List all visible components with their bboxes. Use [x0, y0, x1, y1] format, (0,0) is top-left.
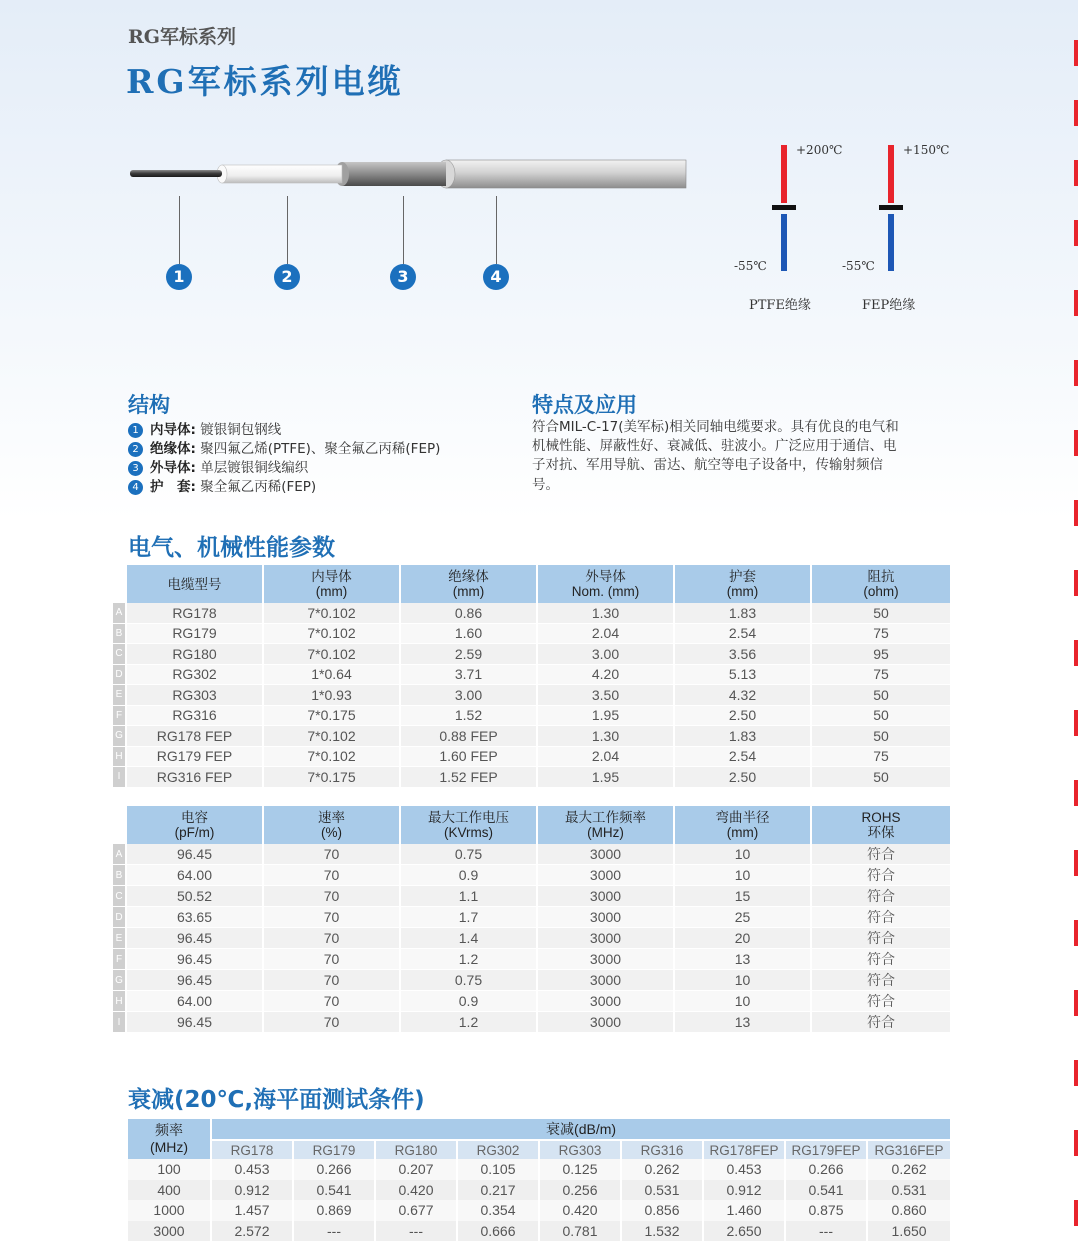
- callout-1: 1: [166, 264, 192, 290]
- table-cell: 1.650: [868, 1221, 950, 1242]
- table-cell: 1*0.93: [264, 685, 401, 706]
- table-row: [113, 665, 950, 686]
- table-cell: 96.45: [127, 949, 264, 970]
- table-cell: 7*0.175: [264, 767, 401, 788]
- table1-header-impedance: 阻抗 (ohm): [812, 565, 950, 603]
- row-label: E: [113, 685, 127, 706]
- row-label: G: [113, 726, 127, 747]
- attenuation-column-header: RG316: [622, 1139, 704, 1159]
- table-cell: 符合: [812, 907, 950, 928]
- row-label: C: [113, 886, 127, 907]
- table-cell: 2.50: [675, 706, 812, 727]
- leader-line-3: [403, 196, 404, 264]
- table-cell: 13: [675, 1012, 812, 1033]
- table-cell: 2.54: [675, 624, 812, 645]
- table-cell: 70: [264, 928, 401, 949]
- table-cell: 10: [675, 865, 812, 886]
- table-cell: 0.912: [704, 1180, 786, 1201]
- row-label: A: [113, 603, 127, 624]
- attenuation-column-header: RG178: [212, 1139, 294, 1159]
- attenuation-column-header: RG303: [540, 1139, 622, 1159]
- table-cell: 0.86: [401, 603, 538, 624]
- table-row: [113, 726, 950, 747]
- table-cell: 3.00: [538, 644, 675, 665]
- table-cell: 0.75: [401, 844, 538, 865]
- callout-2: 2: [274, 264, 300, 290]
- table-cell: 1.52: [401, 706, 538, 727]
- table-row: [128, 1200, 950, 1221]
- table-cell: RG316 FEP: [127, 767, 264, 788]
- table-cell: 符合: [812, 1012, 950, 1033]
- table-cell: 3.71: [401, 665, 538, 686]
- table-cell: 符合: [812, 970, 950, 991]
- temp-max-ptfe: +200℃: [796, 143, 843, 157]
- table-cell: 0.677: [376, 1200, 458, 1221]
- table-cell: 1.30: [538, 726, 675, 747]
- table-cell: 7*0.175: [264, 706, 401, 727]
- table-cell: 符合: [812, 949, 950, 970]
- table-row: [128, 1159, 950, 1180]
- table-cell: 符合: [812, 844, 950, 865]
- table-cell: 50: [812, 706, 950, 727]
- table-cell: 2.572: [212, 1221, 294, 1242]
- attenuation-column-header: RG302: [458, 1139, 540, 1159]
- table-row: [113, 844, 950, 865]
- row-label: H: [113, 747, 127, 768]
- params-table-2: [113, 806, 950, 1033]
- table-cell: 10: [675, 970, 812, 991]
- table-cell: 1.457: [212, 1200, 294, 1221]
- table-cell: 3000: [538, 949, 675, 970]
- attenuation-column-header: RG180: [376, 1139, 458, 1159]
- table-cell: 75: [812, 624, 950, 645]
- callout-4: 4: [483, 264, 509, 290]
- table-cell: 13: [675, 949, 812, 970]
- table-cell: 0.88 FEP: [401, 726, 538, 747]
- table-row: [113, 949, 950, 970]
- table-cell: 96.45: [127, 1012, 264, 1033]
- row-label: F: [113, 706, 127, 727]
- table-cell: 70: [264, 949, 401, 970]
- table-cell: 1.83: [675, 726, 812, 747]
- table-cell: 7*0.102: [264, 726, 401, 747]
- table-cell: 0.266: [294, 1159, 376, 1180]
- structure-item: 3 外导体: 单层镀银铜线编织: [128, 456, 528, 475]
- table2-header-voltage: 最大工作电压 (KVrms): [401, 806, 538, 844]
- table-cell: 96.45: [127, 844, 264, 865]
- table-cell: RG302: [127, 665, 264, 686]
- table-cell: 3000: [538, 844, 675, 865]
- edge-marks: [1072, 0, 1078, 1257]
- inner-conductor: [130, 170, 222, 177]
- table-row: [128, 1221, 950, 1242]
- table-cell: 1.30: [538, 603, 675, 624]
- table-cell: 符合: [812, 886, 950, 907]
- table-cell: 64.00: [127, 991, 264, 1012]
- table-cell: 1.60: [401, 624, 538, 645]
- table-cell: 0.453: [212, 1159, 294, 1180]
- table-row: [113, 706, 950, 727]
- table-cell: 2.650: [704, 1221, 786, 1242]
- temp-min-fep: -55℃: [842, 259, 875, 273]
- table-cell: 3000: [538, 886, 675, 907]
- table-cell: 0.105: [458, 1159, 540, 1180]
- table-cell: 0.9: [401, 991, 538, 1012]
- table-cell: 0.869: [294, 1200, 376, 1221]
- features-text: 符合MIL-C-17(美军标)相关同轴电缆要求。具有优良的电气和机械性能、屏蔽性好、衰减低、驻波小。广泛应用于通信、电子对抗、军用导航、雷达、航空等电子设备中，传输射频信号。: [532, 419, 899, 493]
- table-cell: 7*0.102: [264, 644, 401, 665]
- params-heading: 电气、机械性能参数: [128, 535, 335, 561]
- row-label: I: [113, 767, 127, 788]
- table-cell: 7*0.102: [264, 624, 401, 645]
- table2-header-bend-radius: 弯曲半径 (mm): [675, 806, 812, 844]
- table-cell: 0.541: [786, 1180, 868, 1201]
- table-row: [113, 747, 950, 768]
- table-row: [113, 644, 950, 665]
- table-cell: 70: [264, 970, 401, 991]
- table-cell: 0.531: [622, 1180, 704, 1201]
- table-cell: 7*0.102: [264, 603, 401, 624]
- table-cell: RG179: [127, 624, 264, 645]
- table-cell: 10: [675, 991, 812, 1012]
- attenuation-column-header: RG178FEP: [704, 1139, 786, 1159]
- row-label: C: [113, 644, 127, 665]
- row-label: B: [113, 865, 127, 886]
- table-cell: 1.532: [622, 1221, 704, 1242]
- table2-header-velocity: 速率 (%): [264, 806, 401, 844]
- table-cell: 3000: [538, 1012, 675, 1033]
- structure-list: [128, 418, 528, 494]
- table-cell: 25: [675, 907, 812, 928]
- table1-header-model: 电缆型号: [127, 565, 264, 603]
- attenuation-unit-header: 衰减(dB/m): [212, 1119, 950, 1139]
- structure-heading: 结构: [128, 393, 170, 417]
- frequency-cell: 3000: [128, 1221, 212, 1242]
- table-cell: 0.531: [868, 1180, 950, 1201]
- row-label: B: [113, 624, 127, 645]
- table-cell: 63.65: [127, 907, 264, 928]
- table-row: [113, 685, 950, 706]
- table-cell: 3.56: [675, 644, 812, 665]
- table-cell: 70: [264, 865, 401, 886]
- leader-line-2: [287, 196, 288, 264]
- table-cell: ---: [376, 1221, 458, 1242]
- attenuation-table: [128, 1119, 950, 1241]
- table-row: [113, 624, 950, 645]
- attenuation-column-header: RG316FEP: [868, 1139, 950, 1159]
- table1-header-jacket: 护套 (mm): [675, 565, 812, 603]
- temp-caption-fep: FEP绝缘: [862, 298, 916, 313]
- table-cell: 50: [812, 726, 950, 747]
- table-row: [113, 907, 950, 928]
- table-cell: 符合: [812, 928, 950, 949]
- callout-3: 3: [390, 264, 416, 290]
- table-cell: 1.460: [704, 1200, 786, 1221]
- table-cell: 0.856: [622, 1200, 704, 1221]
- table-cell: 0.875: [786, 1200, 868, 1221]
- table-cell: 4.20: [538, 665, 675, 686]
- table-cell: ---: [294, 1221, 376, 1242]
- table-cell: 10: [675, 844, 812, 865]
- table-cell: 0.860: [868, 1200, 950, 1221]
- table-cell: 1.2: [401, 949, 538, 970]
- table2-header-rohs: ROHS 环保: [812, 806, 950, 844]
- table-cell: 符合: [812, 991, 950, 1012]
- table-cell: 75: [812, 665, 950, 686]
- table-cell: 0.453: [704, 1159, 786, 1180]
- temp-max-fep: +150℃: [903, 143, 950, 157]
- table-cell: 20: [675, 928, 812, 949]
- table2-header-capacitance: 电容 (pF/m): [127, 806, 264, 844]
- table-cell: 1.83: [675, 603, 812, 624]
- page-title: RG军标系列电缆: [126, 62, 404, 101]
- table-cell: 7*0.102: [264, 747, 401, 768]
- row-label: D: [113, 907, 127, 928]
- cable-illustration: [130, 156, 690, 196]
- table-cell: 4.32: [675, 685, 812, 706]
- table-cell: 50: [812, 603, 950, 624]
- table-cell: 0.781: [540, 1221, 622, 1242]
- row-label: D: [113, 665, 127, 686]
- table-cell: 0.354: [458, 1200, 540, 1221]
- table-cell: 3.00: [401, 685, 538, 706]
- attenuation-heading: 衰减(20℃,海平面测试条件): [128, 1087, 425, 1113]
- structure-item: 1 内导体: 镀银铜包钢线: [128, 418, 528, 437]
- table-cell: RG316: [127, 706, 264, 727]
- table1-header-inner: 内导体 (mm): [264, 565, 401, 603]
- row-label: E: [113, 928, 127, 949]
- table-cell: 2.54: [675, 747, 812, 768]
- attenuation-column-header: RG179: [294, 1139, 376, 1159]
- table-cell: RG179 FEP: [127, 747, 264, 768]
- insulation: [222, 165, 342, 183]
- table-cell: 0.420: [540, 1200, 622, 1221]
- attenuation-freq-header: 频率 (MHz): [128, 1119, 212, 1159]
- table2-header-frequency: 最大工作频率 (MHz): [538, 806, 675, 844]
- table-cell: 70: [264, 844, 401, 865]
- table-cell: 15: [675, 886, 812, 907]
- table-cell: 0.75: [401, 970, 538, 991]
- frequency-cell: 1000: [128, 1200, 212, 1221]
- frequency-cell: 100: [128, 1159, 212, 1180]
- table-cell: 0.256: [540, 1180, 622, 1201]
- table-cell: 0.262: [868, 1159, 950, 1180]
- table-cell: RG303: [127, 685, 264, 706]
- outer-braid: [342, 162, 446, 186]
- table-cell: ---: [786, 1221, 868, 1242]
- attenuation-column-header: RG179FEP: [786, 1139, 868, 1159]
- table-cell: 1*0.64: [264, 665, 401, 686]
- table-cell: 0.125: [540, 1159, 622, 1180]
- table-cell: 3000: [538, 991, 675, 1012]
- table-cell: 3000: [538, 865, 675, 886]
- table-cell: 50: [812, 685, 950, 706]
- table-cell: 1.7: [401, 907, 538, 928]
- table-row: [113, 991, 950, 1012]
- table-cell: 1.52 FEP: [401, 767, 538, 788]
- leader-line-4: [496, 196, 497, 264]
- table-row: [128, 1180, 950, 1201]
- table-cell: RG180: [127, 644, 264, 665]
- table-cell: 70: [264, 991, 401, 1012]
- series-label: RG军标系列: [128, 26, 237, 48]
- row-label: G: [113, 970, 127, 991]
- table-cell: 3000: [538, 907, 675, 928]
- frequency-cell: 400: [128, 1180, 212, 1201]
- table-cell: 64.00: [127, 865, 264, 886]
- table-row: [113, 970, 950, 991]
- table-cell: 1.2: [401, 1012, 538, 1033]
- table-row: [113, 603, 950, 624]
- features-heading: 特点及应用: [532, 393, 637, 417]
- table1-header-outer: 外导体 Nom. (mm): [538, 565, 675, 603]
- table-cell: 96.45: [127, 928, 264, 949]
- table-cell: 70: [264, 1012, 401, 1033]
- table-row: [113, 767, 950, 788]
- temp-caption-ptfe: PTFE绝缘: [749, 298, 811, 313]
- table1-header-insulation: 绝缘体 (mm): [401, 565, 538, 603]
- table-cell: 95: [812, 644, 950, 665]
- table-cell: 0.9: [401, 865, 538, 886]
- table-row: [113, 1012, 950, 1033]
- table-cell: 3.50: [538, 685, 675, 706]
- table-cell: 70: [264, 907, 401, 928]
- table-cell: 50.52: [127, 886, 264, 907]
- structure-item: 2 绝缘体: 聚四氟乙烯(PTFE)、聚全氟乙丙稀(FEP): [128, 437, 528, 456]
- table-cell: 0.207: [376, 1159, 458, 1180]
- table-cell: 1.95: [538, 706, 675, 727]
- table-cell: 0.420: [376, 1180, 458, 1201]
- row-label: A: [113, 844, 127, 865]
- table-cell: 1.4: [401, 928, 538, 949]
- table-cell: 0.262: [622, 1159, 704, 1180]
- row-label: F: [113, 949, 127, 970]
- table-cell: 0.541: [294, 1180, 376, 1201]
- leader-line-1: [179, 196, 180, 264]
- row-label: H: [113, 991, 127, 1012]
- table-cell: 0.666: [458, 1221, 540, 1242]
- row-label: I: [113, 1012, 127, 1033]
- table-cell: 50: [812, 767, 950, 788]
- table-cell: 2.04: [538, 747, 675, 768]
- jacket: [446, 160, 686, 188]
- table-cell: 2.04: [538, 624, 675, 645]
- table-cell: 0.266: [786, 1159, 868, 1180]
- table-cell: 2.50: [675, 767, 812, 788]
- table-cell: RG178: [127, 603, 264, 624]
- table-cell: 符合: [812, 865, 950, 886]
- table-cell: 3000: [538, 970, 675, 991]
- params-table-1: [113, 565, 950, 788]
- table-cell: 75: [812, 747, 950, 768]
- table-cell: 0.217: [458, 1180, 540, 1201]
- table-cell: 0.912: [212, 1180, 294, 1201]
- structure-item: 4 护 套: 聚全氟乙丙稀(FEP): [128, 475, 528, 494]
- table-cell: 96.45: [127, 970, 264, 991]
- table-cell: 70: [264, 886, 401, 907]
- table-cell: 1.60 FEP: [401, 747, 538, 768]
- table-cell: 1.1: [401, 886, 538, 907]
- table-cell: 2.59: [401, 644, 538, 665]
- temp-min-ptfe: -55℃: [734, 259, 767, 273]
- table-row: [113, 865, 950, 886]
- table-cell: 5.13: [675, 665, 812, 686]
- table-cell: RG178 FEP: [127, 726, 264, 747]
- table-cell: 1.95: [538, 767, 675, 788]
- table-cell: 3000: [538, 928, 675, 949]
- table-row: [113, 886, 950, 907]
- table-row: [113, 928, 950, 949]
